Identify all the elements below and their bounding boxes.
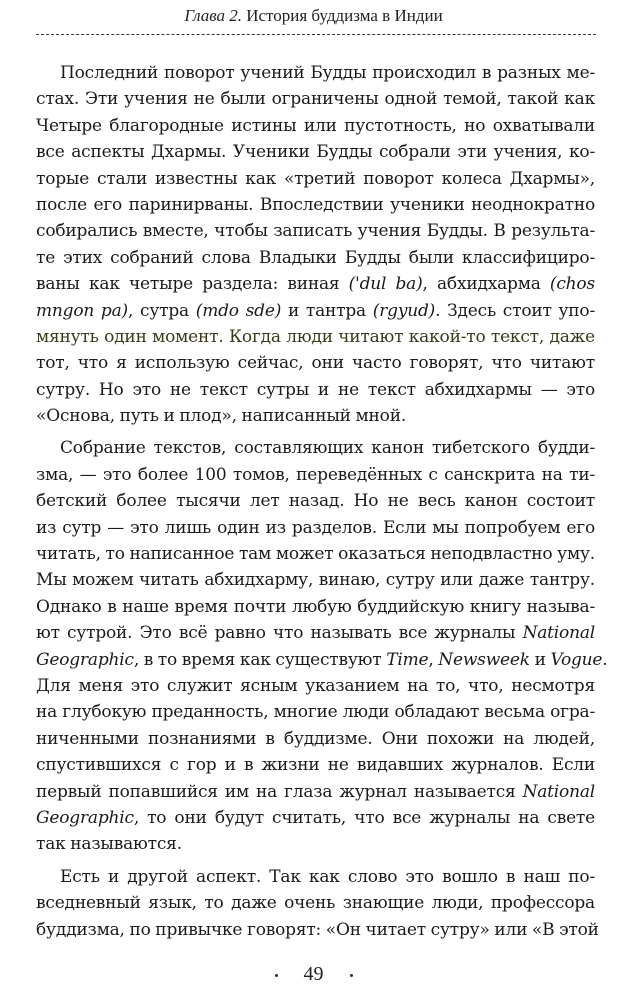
- chapter-label: Глава 2.: [184, 6, 242, 25]
- text-line: так называются.: [36, 834, 182, 855]
- text-line: mngon pa), сутра (mdo sde) и тантра (rgyud). Здесь стоит упо-: [36, 300, 596, 321]
- text-line: ниченными познаниями в буддизме. Они похожи на людей,: [36, 728, 595, 749]
- text-line: Однако в наше время почти любую буддийскую книгу называ-: [36, 596, 595, 617]
- running-header: [0, 6, 627, 26]
- text-line: из сутр — это лишь один из разделов. Если мы попробуем его: [36, 517, 595, 538]
- text-line: читать, то написанное там может оказаться неподвластно уму.: [36, 544, 595, 565]
- text-line: Мы можем читать абхидхарму, винаю, сутру или даже тантру.: [36, 570, 595, 591]
- text-line: спустившихся с гор и в жизни не видавших журналов. Если: [36, 755, 595, 776]
- text-line: ют сутрой. Это всё равно что называть все журналы National: [36, 623, 595, 644]
- text-line: те этих собраний слова Владыки Будды были классифициро-: [36, 247, 595, 268]
- text-line: стах. Эти учения не были ограничены одной темой, такой как: [36, 89, 595, 110]
- header-rule: [36, 34, 596, 35]
- text-line: вседневный язык, то даже очень знающие люди, профессора: [36, 893, 595, 914]
- text-line: Четыре благородные истины или пустотность, но охватывали: [36, 115, 595, 136]
- body-text: [36, 60, 608, 943]
- text-line: Собрание текстов, составляющих канон тибетского будди-: [60, 438, 595, 459]
- text-line: буддизма, по привычке говорят: «Он читает сутру» или «В этой: [36, 919, 599, 940]
- text-line: Geographic, то они будут считать, что все журналы на свете: [36, 807, 595, 828]
- chapter-title: История буддизма в Индии: [246, 6, 443, 25]
- text-line: бетский более тысячи лет назад. Но не весь канон состоит: [36, 491, 595, 512]
- text-line: торые стали известны как «третий поворот колеса Дхармы»,: [36, 168, 595, 189]
- text-line: первый попавшийся им на глаза журнал называется National: [36, 781, 595, 802]
- page-number: 49: [0, 963, 627, 986]
- text-line: «Основа, путь и плод», написанный мной.: [36, 406, 407, 427]
- text-line: Последний поворот учений Будды происходил в разных ме-: [60, 63, 595, 83]
- text-line: все аспекты Дхармы. Ученики Будды собрали эти учения, ко-: [36, 142, 595, 163]
- text-line: сутру. Но это не текст сутры и не текст абхидхармы — это: [36, 379, 595, 400]
- text-line: Для меня это служит ясным указанием на то, что, несмотря: [36, 675, 595, 696]
- text-line: мянуть один момент. Когда люди читают какой-то текст, даже: [36, 326, 595, 347]
- text-line: после его паринирваны. Впоследствии ученики неоднократно: [36, 194, 595, 215]
- text-line: собирались вместе, чтобы записать учения Будды. В результа-: [36, 221, 595, 242]
- text-line: ваны как четыре раздела: виная ('dul ba), абхидхарма (chos: [36, 274, 595, 295]
- text-line: на глубокую преданность, многие люди обладают весьма огра-: [36, 702, 595, 723]
- text-line: Есть и другой аспект. Так как слово это вошло в наш по-: [60, 866, 595, 887]
- text-line: Geographic, в то время как существуют Time, Newsweek и Vogue.: [36, 649, 608, 670]
- page-number-dot: [275, 974, 278, 977]
- text-line: зма, — это более 100 томов, переведённых с санскрита на ти-: [36, 464, 595, 485]
- page-number-dot: [350, 974, 353, 977]
- text-line: тот, что я использую сейчас, они часто говорят, что читают: [36, 353, 595, 374]
